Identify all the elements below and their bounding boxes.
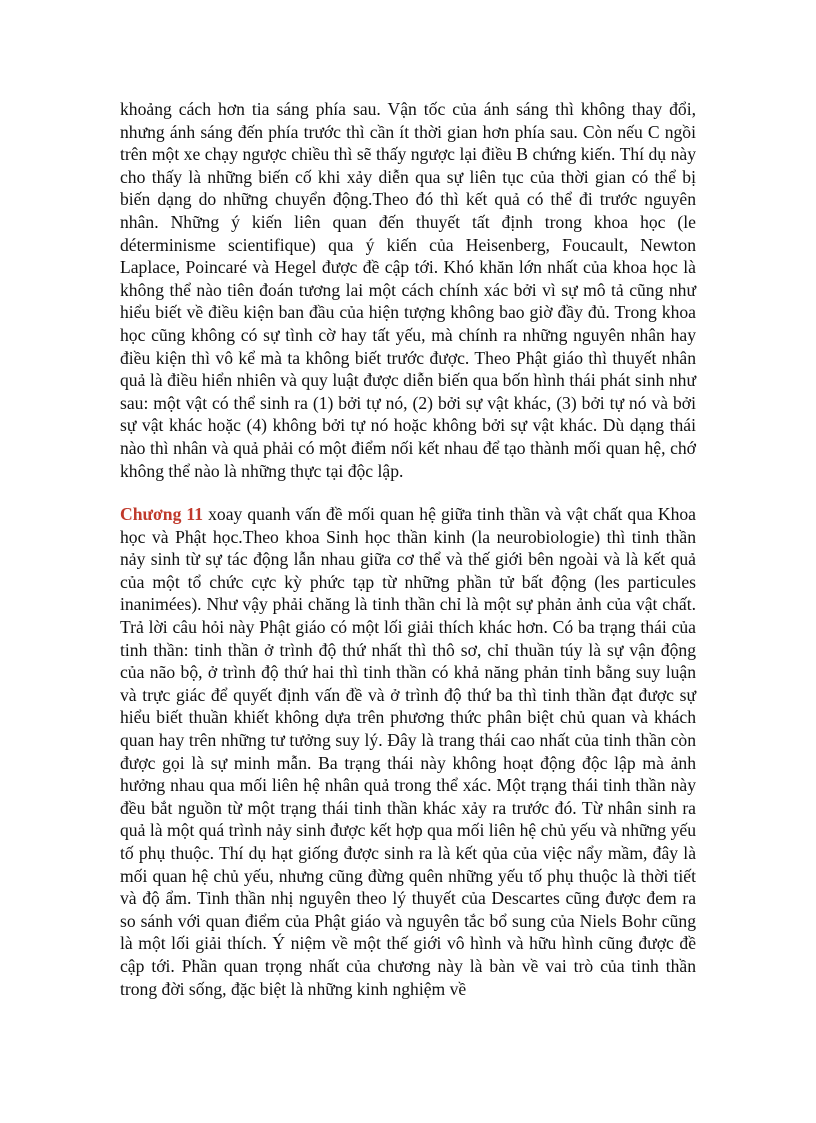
body-paragraph-1 bbox=[120, 98, 696, 482]
body-paragraph-2 bbox=[120, 503, 696, 1000]
chapter-label: Chương 11 bbox=[120, 504, 204, 525]
document-page bbox=[120, 98, 696, 1000]
paragraph-2-text: xoay quanh vấn đề mối quan hệ giữa tinh thần và vật chất qua Khoa học và Phật học.Theo khoa Sinh học thần kinh (la neurobiologie) thì tinh thần nảy sinh từ sự tác động lẫn nhau giữa cơ thể và thế giới bên ngoài và là kết quả của một tổ chức cực kỳ phức tạp từ những phần tử bất động (les particules inanimées). Như vậy phải chăng là tinh thần chỉ là một sự phản ảnh của vật chất. Trả lời câu hỏi này Phật giáo có một lối giải thích khác hơn. Có ba trạng thái của tinh thần: tinh thần ở trình độ thứ nhất thì thô sơ, chỉ thuần túy là sự vận động của não bộ, ở trình độ thứ hai thì tinh thần có khả năng phản tỉnh bằng suy luận và trực giác để quyết định vấn đề và ở trình độ thứ ba thì tinh thần đạt được sự hiểu biết thuần khiết không dựa trên phương thức phân biệt chủ quan và khách quan hay trên những tư tưởng suy lý. Đây là trang thái cao nhất của tinh thần còn được gọi là sự minh mẫn. Ba trạng thái này không hoạt động độc lập mà ảnh hưởng nhau qua mối liên hệ nhân quả trong thể xác. Một trạng thái tinh thần này đều bắt nguồn từ một trạng thái tinh thần khác xảy ra trước đó. Từ nhân sinh ra quả là một quá trình nảy sinh được kết hợp qua mối liên hệ chủ yếu và những yếu tố phụ thuộc. Thí dụ hạt giống được sinh ra là kết qủa của việc nẩy mầm, đây là mối quan hệ chủ yếu, nhưng cũng đừng quên những yếu tố phụ thuộc là thời tiết và độ ẩm. Tinh thần nhị nguyên theo lý thuyết của Descartes cũng được đem ra so sánh với quan điểm của Phật giáo và nguyên tắc bổ sung của Niels Bohr cũng là một lối giải thích. Ý niệm về một thế giới vô hình và hữu hình cũng được đề cập tới. Phần quan trọng nhất của chương này là bàn về vai trò của tinh thần trong đời sống, đặc biệt là những kinh nghiệm về bbox=[120, 504, 696, 999]
paragraph-1-text: khoảng cách hơn tia sáng phía sau. Vận tốc của ánh sáng thì không thay đổi, nhưng ánh sáng đến phía trước thì cần ít thời gian hơn phía sau. Còn nếu C ngồi trên một xe chạy ngược chiều thì sẽ thấy ngược lại điều B chứng kiến. Thí dụ này cho thấy là những biến cố khi xảy diễn qua sự liên tục của thời gian có thể bị biến dạng do những chuyển động.Theo đó thì kết quả có thể đi trước nguyên nhân. Những ý kiến liên quan đến thuyết tất định trong khoa học (le déterminisme scientifique) qua ý kiến của Heisenberg, Foucault, Newton Laplace, Poincaré và Hegel được đề cập tới. Khó khăn lớn nhất của khoa học là không thể nào tiên đoán tương lai một cách chính xác bởi vì sự mô tả cũng như hiểu biết về điều kiện ban đầu của hiện tượng không bao giờ đầy đủ. Trong khoa học cũng không có sự tình cờ hay tất yếu, mà chính ra những nguyên nhân hay điều kiện thì vô kể mà ta không biết trước được. Theo Phật giáo thì thuyết nhân quả là điều hiển nhiên và quy luật được diễn biến qua bốn hình thái phát sinh như sau: một vật có thể sinh ra (1) bởi tự nó, (2) bởi sự vật khác, (3) bởi tự nó và bởi sự vật khác hoặc (4) không bởi tự nó hoặc không bởi sự vật khác. Dù dạng thái nào thì nhân và quả phải có một điểm nối kết nhau để tạo thành mối quan hệ, chớ không thể nào là những thực tại độc lập. bbox=[120, 99, 696, 481]
